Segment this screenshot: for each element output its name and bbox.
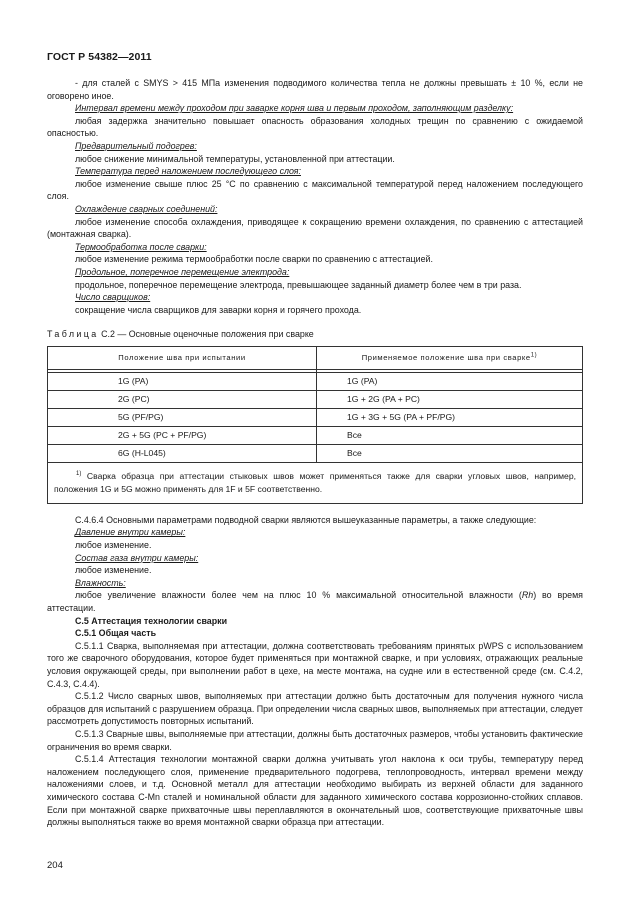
table-footnote-mark: 1) [76, 471, 82, 478]
table-cell-applied: 1G + 3G + 5G (PA + PF/PG) [317, 408, 583, 426]
document-body [47, 77, 583, 829]
paragraph-heat-input: - для сталей с SMYS > 415 МПа изменения подводимого количества тепла не должны превышать ± 10 %, если не оговорено иное. [47, 78, 583, 101]
table-row [48, 390, 583, 408]
section-heading-c51: С.5.1 Общая часть [75, 628, 157, 639]
param-title-chamber-gas: Состав газа внутри камеры: [75, 552, 199, 563]
section-heading-c5: С.5 Аттестация технологии сварки [75, 615, 228, 626]
param-text-cooling: любое изменение способа охлаждения, приводящее к сокращению времени охлаждения, по сравнению с аттестацией (монтажная сварка). [47, 216, 583, 240]
paragraph-c511: С.5.1.1 Сварка, выполняемая при аттестации, должна соответствовать требованиям принятых pWPS с использованием того же сварочного оборудования, которое будет применяться при монтажной сварке, и при условиях, отражающих реальные условия окружающей среды, при выполнении работ в цехе, на месте монтажа, на судне или в естественной среде (см. С.4.2, С.4.3, С.4.4). [47, 640, 583, 689]
param-text-humidity [47, 589, 583, 614]
table-label: Таблица [47, 329, 99, 340]
humidity-symbol: Rh [521, 590, 534, 601]
table-cell-test: 5G (PF/PG) [48, 408, 317, 426]
param-text-electrode-weave: продольное, поперечное перемещение электрода, превышающее заданный диаметр более чем в три раза. [75, 279, 522, 290]
param-text-chamber-gas: любое изменение. [75, 565, 152, 576]
table-caption-text: С.2 — Основные оценочные положения при сварке [101, 329, 314, 340]
param-text-interpass-temp: любое изменение свыше плюс 25 °С по сравнению с максимальной температурой перед наложением последующего слоя. [47, 178, 583, 202]
page-number: 204 [47, 860, 63, 871]
paragraph-c513: С.5.1.3 Сварные швы, выполняемые при аттестации, должны быть достаточных размеров, чтобы установить фактические ограничения во время сварки. [47, 728, 583, 752]
param-text-interpass-time: любая задержка значительно повышает опасность образования холодных трещин по сравнению с ожидаемой опасностью. [47, 115, 583, 139]
table-header-test-position: Положение шва при испытании [48, 346, 317, 369]
table-cell-applied: 1G (PA) [317, 372, 583, 390]
table-header-applied-position-text: Применяемое положение шва при сварке [361, 352, 531, 362]
table-caption [47, 328, 583, 341]
param-title-welders: Число сварщиков: [75, 292, 151, 303]
table-row [48, 372, 583, 390]
table-cell-test: 6G (H-L045) [48, 444, 317, 462]
paragraph-c514: С.5.1.4 Аттестация технологии монтажной сварки должна учитывать угол наклона к оси трубы, температуру перед наложением последующего слоя, применение предварительного подогрева, теплопроводность, интервал времени между наложениями слоев, и т.д. Основной металл для аттестации необходимо выбирать из верхней области для заданного химического состава С-Mn сталей и номинальной области для заданного химического состава коррозионно-стойких сплавов. Если при монтажной сварке прихваточные швы переплавляются в окончательный шов, соответствующие прихваточные швы должны выполняться также во время монтажной сварки образца при аттестации. [47, 754, 583, 828]
humidity-text-a: любое увеличение влажности более чем на плюс 10 % максимальной относительной влажности ( [75, 590, 522, 601]
param-title-chamber-pressure: Давление внутри камеры: [75, 527, 186, 538]
param-title-preheat: Предварительный подогрев: [75, 140, 197, 151]
param-text-welders: сокращение числа сварщиков для заварки корня и горячего прохода. [75, 304, 362, 315]
table-row [48, 408, 583, 426]
paragraph-c464: С.4.6.4 Основными параметрами подводной сварки являются вышеуказанные параметры, а также следующие: [75, 514, 537, 525]
table-cell-applied: Все [317, 444, 583, 462]
table-cell-test: 1G (PA) [48, 372, 317, 390]
table-cell-test: 2G (PC) [48, 390, 317, 408]
table-footnote-row [48, 462, 583, 503]
paragraph-c512: С.5.1.2 Число сварных швов, выполняемых при аттестации должно быть достаточным для получения нужного числа образцов для испытаний с разрушением образца. При определении числа сварных швов, выполняемых при аттестации, следует рассмотреть допустимость повторных испытаний. [47, 691, 583, 727]
param-title-electrode-weave: Продольное, поперечное перемещение электрода: [75, 266, 290, 277]
param-title-interpass-temp: Температура перед наложением последующего слоя: [75, 166, 301, 177]
humidity-text-b: ) во время аттестации. [47, 590, 583, 614]
table-header-row [48, 346, 583, 369]
table-cell-applied: Все [317, 426, 583, 444]
table-cell-test: 2G + 5G (PC + PF/PG) [48, 426, 317, 444]
table-row [48, 444, 583, 462]
document-header: ГОСТ Р 54382—2011 [47, 51, 152, 63]
table-cell-applied: 1G + 2G (PA + PC) [317, 390, 583, 408]
param-title-cooling: Охлаждение сварных соединений: [75, 203, 218, 214]
table-footnote-text: Сварка образца при аттестации стыковых швов может применяться также для сварки угловых швов, например, положения 1G и 5G можно применять для 1F и 5F соответственно. [54, 471, 577, 494]
table-footnote [48, 462, 583, 503]
param-text-chamber-pressure: любое изменение. [75, 540, 152, 551]
param-title-pwht: Термообработка после сварки: [75, 241, 207, 252]
param-text-preheat: любое снижение минимальной температуры, установленной при аттестации. [75, 153, 395, 164]
param-text-pwht: любое изменение режима термообработки после сварки по сравнению с аттестацией. [75, 254, 433, 265]
table-header-footnote-mark: 1) [530, 352, 538, 359]
param-title-humidity: Влажность: [75, 577, 126, 588]
table-row [48, 426, 583, 444]
param-title-interpass-time: Интервал времени между проходом при заварке корня шва и первым проходом, заполняющим разделку: [75, 103, 514, 114]
welding-positions-table [47, 346, 583, 504]
table-header-applied-position [317, 346, 583, 369]
